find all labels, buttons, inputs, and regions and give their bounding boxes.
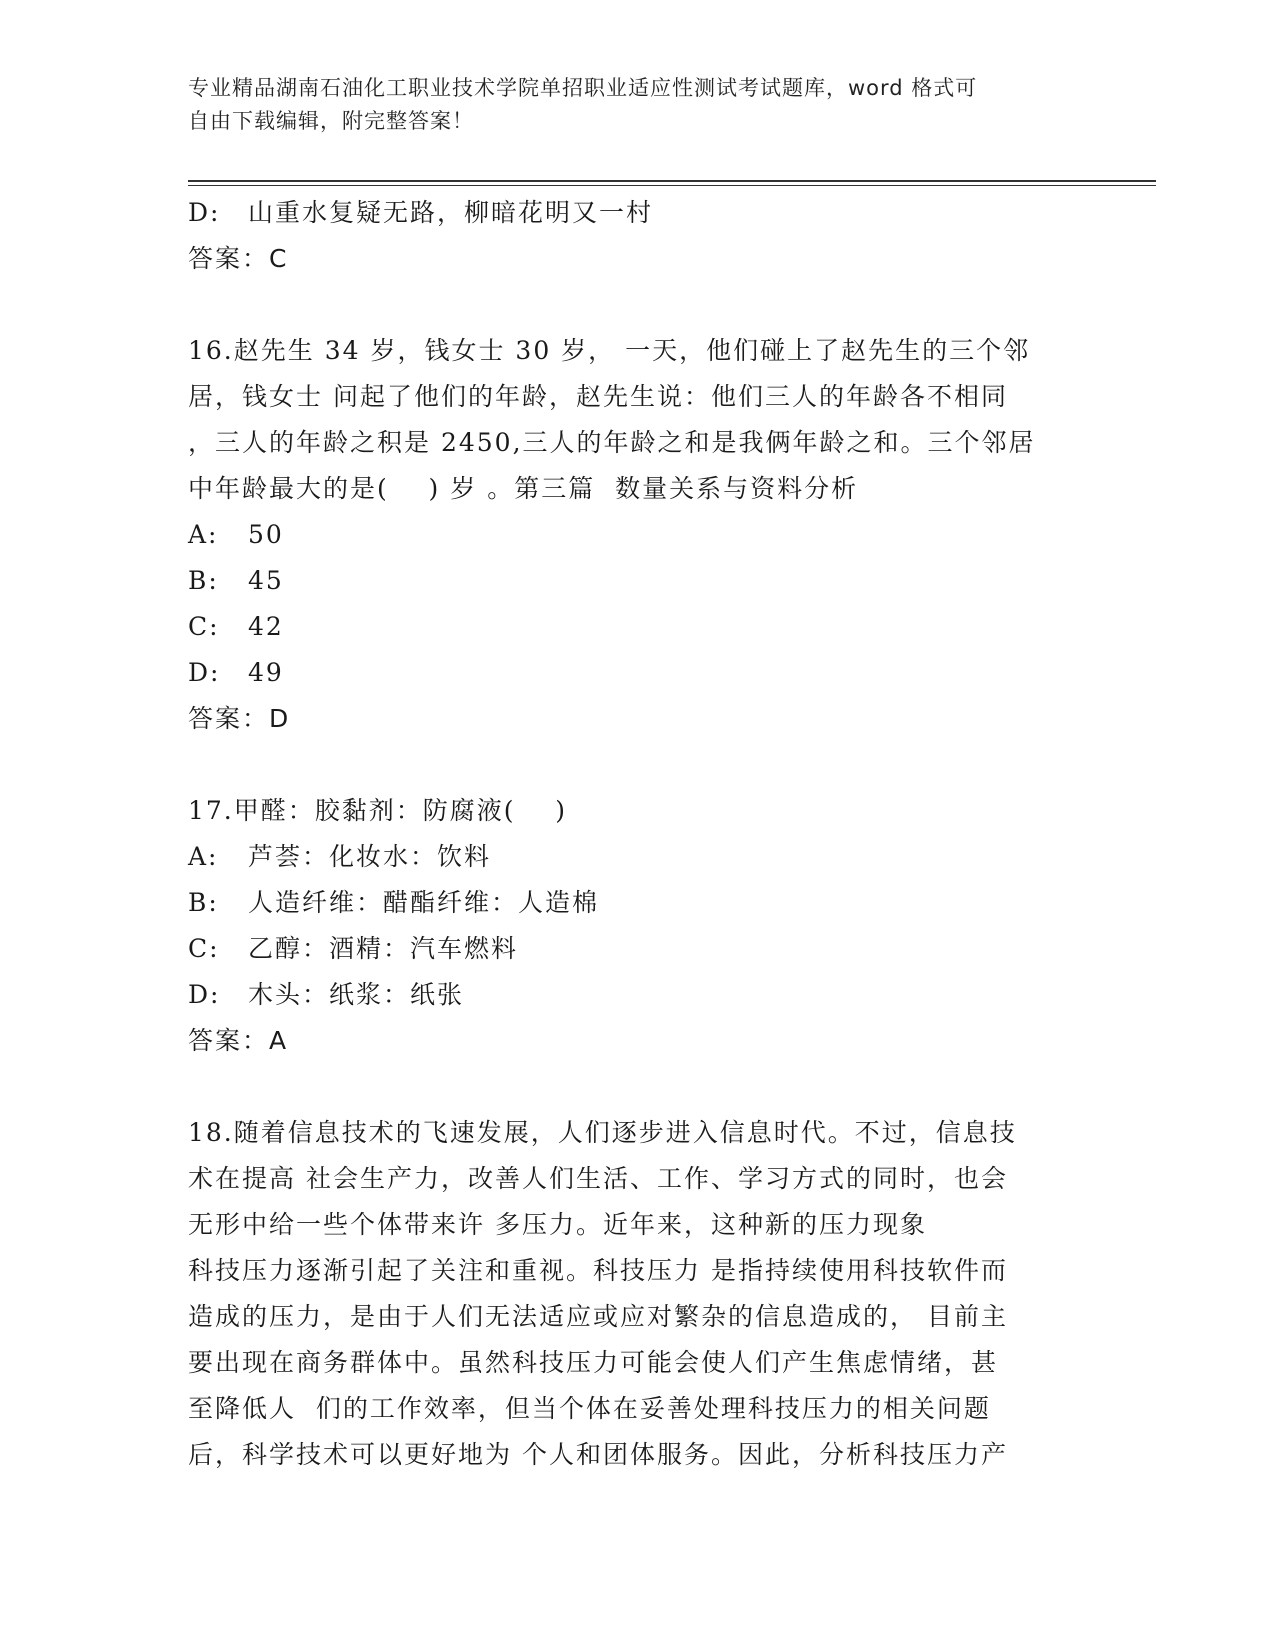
option-text: 人造纤维：醋酯纤维：人造棉 [248, 888, 600, 917]
q17-option-a [188, 834, 1088, 880]
q16-option-c [188, 604, 1088, 650]
option-key: D: [188, 980, 221, 1009]
q17-option-d [188, 972, 1088, 1018]
option-text: 乙醇：酒精：汽车燃料 [248, 934, 519, 963]
option-key: B: [188, 888, 219, 917]
question-17 [188, 788, 1088, 1064]
option-text: 山重水复疑无路，柳暗花明又一村 [248, 198, 654, 227]
spacer [188, 282, 1088, 328]
q16-option-a [188, 512, 1088, 558]
option-key: D: [188, 198, 221, 227]
document-body [188, 190, 1088, 1478]
option-key: A: [188, 842, 219, 871]
option-text: 木头：纸浆：纸张 [248, 980, 465, 1009]
q16-text-line: 居，钱女士 问起了他们的年龄，赵先生说：他们三人的年龄各不相同 [188, 382, 1008, 411]
q16-option-b [188, 558, 1088, 604]
option-key: D: [188, 658, 221, 687]
option-key: A: [188, 520, 219, 549]
q18-text-line: 要出现在商务群体中。虽然科技压力可能会使人们产生焦虑情绪，甚 [188, 1348, 999, 1377]
header-divider-thin [188, 185, 1156, 186]
q16-text-line: 中年龄最大的是( ) 岁 。第三篇 数量关系与资料分析 [188, 474, 859, 503]
q15-option-d [188, 190, 1088, 236]
option-text: 49 [248, 658, 284, 687]
q18-text-line: 至降低人 们的工作效率，但当个体在妥善处理科技压力的相关问题 [188, 1394, 991, 1423]
option-key: C: [188, 612, 220, 641]
q17-option-c [188, 926, 1088, 972]
header-line-1: 专业精品湖南石油化工职业技术学院单招职业适应性测试考试题库，word 格式可 [188, 76, 978, 100]
q17-text-line: 17.甲醛：胶黏剂：防腐液( ) [188, 796, 568, 825]
q18-text-line: 后，科学技术可以更好地为 个人和团体服务。因此，分析科技压力产 [188, 1440, 1008, 1469]
question-18 [188, 1110, 1088, 1478]
option-text: 45 [248, 566, 284, 595]
q16-text-line: ，三人的年龄之积是 2450,三人的年龄之和是我俩年龄之和。三个邻居 [188, 428, 1036, 457]
q18-text-line: 术在提高 社会生产力，改善人们生活、工作、学习方式的同时，也会 [188, 1164, 1008, 1193]
header-divider-thick [188, 180, 1156, 182]
option-text: 50 [248, 520, 284, 549]
page-header [188, 72, 1068, 138]
question-16 [188, 328, 1088, 742]
q18-text-line: 造成的压力，是由于人们无法适应或应对繁杂的信息造成的， 目前主 [188, 1302, 1008, 1331]
spacer [188, 1064, 1088, 1110]
header-line-2: 自由下载编辑，附完整答案！ [188, 109, 474, 133]
spacer [188, 742, 1088, 788]
q16-answer: 答案：D [188, 704, 291, 733]
option-text: 42 [248, 612, 284, 641]
q18-text-line: 无形中给一些个体带来许 多压力。近年来，这种新的压力现象 [188, 1210, 927, 1239]
q18-text-line: 科技压力逐渐引起了关注和重视。科技压力 是指持续使用科技软件而 [188, 1256, 1008, 1285]
q17-answer: 答案：A [188, 1026, 289, 1055]
q17-option-b [188, 880, 1088, 926]
option-text: 芦荟：化妆水：饮料 [248, 842, 492, 871]
q18-text-line: 18.随着信息技术的飞速发展，人们逐步进入信息时代。不过，信息技 [188, 1118, 1017, 1147]
q16-option-d [188, 650, 1088, 696]
option-key: C: [188, 934, 220, 963]
q15-answer: 答案：C [188, 244, 289, 273]
q16-text-line: 16.赵先生 34 岁，钱女士 30 岁， 一天，他们碰上了赵先生的三个邻 [188, 336, 1031, 365]
option-key: B: [188, 566, 219, 595]
